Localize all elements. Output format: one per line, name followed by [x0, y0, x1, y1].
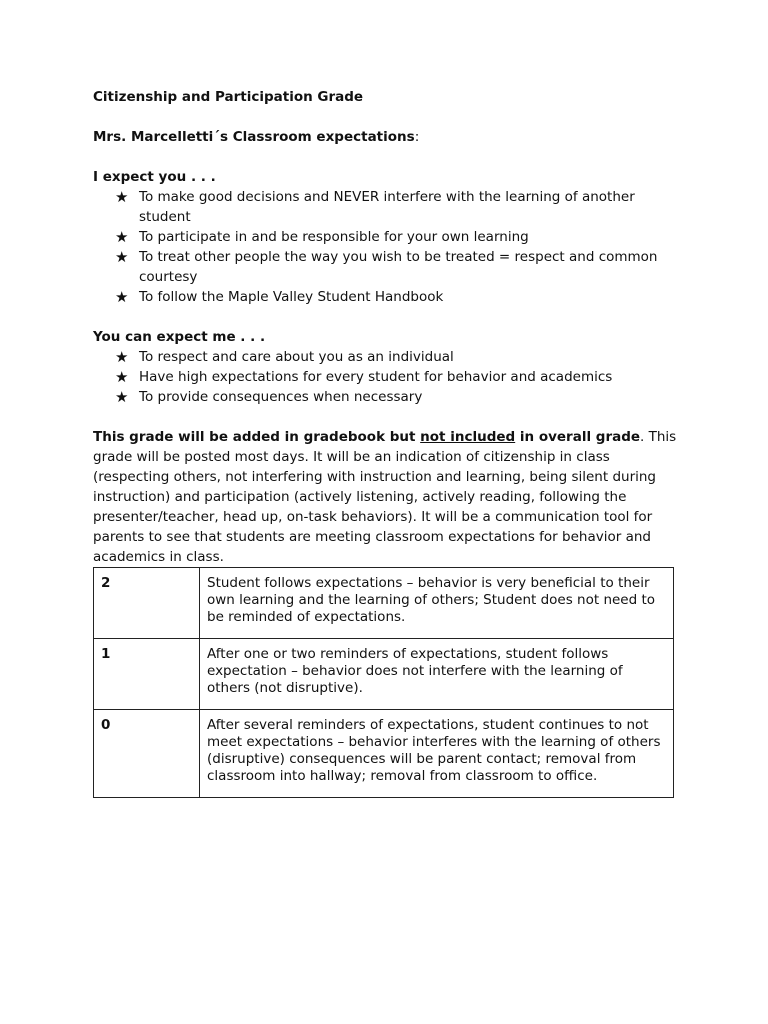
star-icon: ★: [115, 388, 129, 406]
document-page: [93, 87, 683, 798]
you-expect-list: [93, 347, 683, 407]
list-item-text: To follow the Maple Valley Student Handbook: [139, 289, 444, 305]
list-item: [115, 227, 683, 247]
rubric-description: Student follows expectations – behavior is very beneficial to their own learning and the learning of others; Student does not need to be reminded of expectations.: [200, 568, 674, 639]
list-item: [115, 287, 683, 307]
star-icon: ★: [115, 368, 129, 386]
rubric-score: 2: [94, 568, 200, 639]
expectations-heading-colon: :: [414, 129, 420, 145]
grade-paragraph: [93, 427, 683, 567]
table-row: [94, 639, 674, 710]
you-expect-heading: You can expect me . . .: [93, 329, 266, 345]
list-item-text: To participate in and be responsible for your own learning: [139, 229, 529, 245]
list-item: [115, 387, 683, 407]
list-item: [115, 367, 683, 387]
star-icon: ★: [115, 188, 129, 206]
expectations-heading-text: Mrs. Marcelletti´s Classroom expectations: [93, 129, 415, 145]
list-item: [115, 187, 683, 227]
list-item-text: Have high expectations for every student for behavior and academics: [139, 369, 613, 385]
grade-paragraph-lead: This grade will be added in gradebook but: [93, 429, 421, 445]
rubric-score: 1: [94, 639, 200, 710]
grade-paragraph-body: . This grade will be posted most days. It will be an indication of citizenship in class (respecting others, not interfering with instruction and learning, being silent during instruction) and participation (actively listening, actively reading, following the presenter/teacher, head up, on-task behaviors). It will be a communication tool for parents to see that students are meeting classroom expectations for behavior and academics in class.: [93, 429, 677, 565]
star-icon: ★: [115, 248, 129, 266]
rubric-description: After several reminders of expectations, student continues to not meet expectations – behavior interferes with the learning of others (disruptive) consequences will be parent contact; removal from classroom into hallway; removal from classroom to office.: [200, 710, 674, 798]
expectations-heading: [93, 127, 683, 147]
list-item-text: To make good decisions and NEVER interfere with the learning of another student: [139, 189, 635, 225]
star-icon: ★: [115, 288, 129, 306]
list-item-text: To respect and care about you as an individual: [139, 349, 454, 365]
i-expect-heading: I expect you . . .: [93, 169, 216, 185]
rubric-description: After one or two reminders of expectations, student follows expectation – behavior does not interfere with the learning of others (not disruptive).: [200, 639, 674, 710]
list-item: [115, 347, 683, 367]
grade-paragraph-tail: in overall grade: [515, 429, 641, 445]
table-row: [94, 568, 674, 639]
document-title: Citizenship and Participation Grade: [93, 89, 364, 105]
rubric-score: 0: [94, 710, 200, 798]
star-icon: ★: [115, 348, 129, 366]
table-row: [94, 710, 674, 798]
list-item: [115, 247, 683, 287]
grade-paragraph-not-included: not included: [420, 429, 516, 445]
i-expect-list: [93, 187, 683, 307]
star-icon: ★: [115, 228, 129, 246]
list-item-text: To provide consequences when necessary: [139, 389, 423, 405]
rubric-table: [93, 567, 674, 798]
list-item-text: To treat other people the way you wish to be treated = respect and common courtesy: [139, 249, 658, 285]
